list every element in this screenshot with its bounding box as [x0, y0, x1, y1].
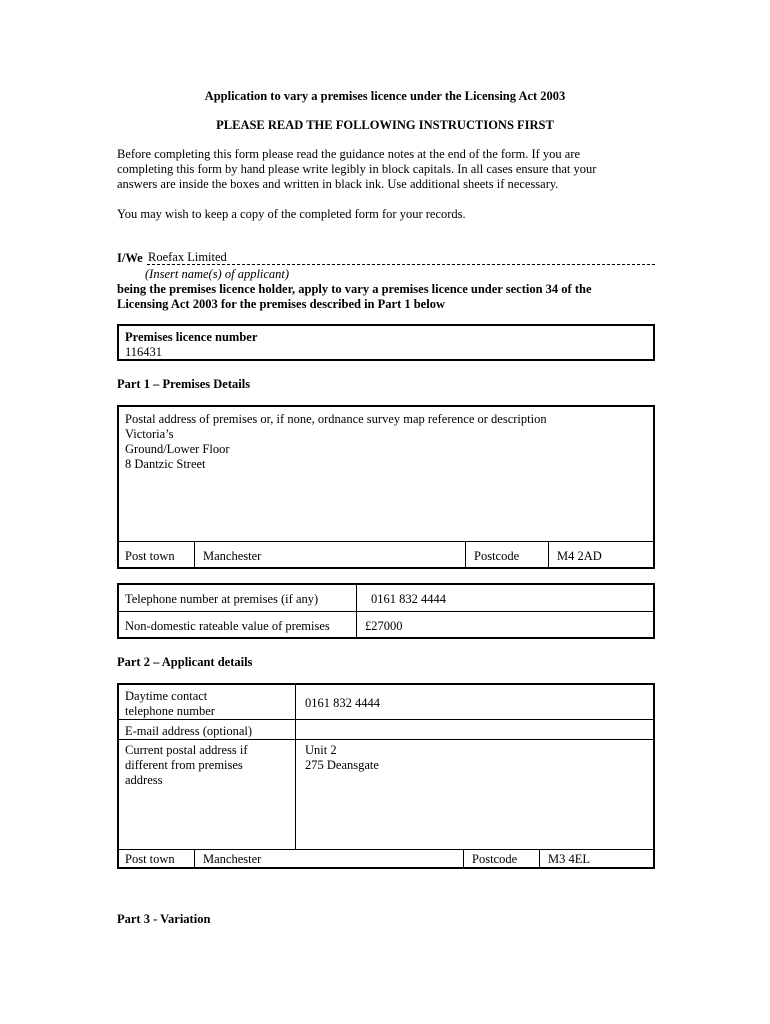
p2-post-town-divider — [194, 849, 195, 867]
applicant-name[interactable]: Roefax Limited — [148, 250, 227, 264]
p2-post-town-value[interactable]: Manchester — [203, 852, 262, 866]
premises-address-label: Postal address of premises or, if none, ordnance survey map reference or description — [125, 412, 547, 426]
telephone-value[interactable]: 0161 832 4444 — [371, 592, 446, 606]
applicant-column-divider — [295, 685, 296, 849]
licence-number-box — [117, 324, 655, 361]
postcode-label-divider — [465, 541, 466, 569]
current-address-divider — [119, 849, 653, 850]
contact-divider — [119, 611, 653, 612]
daytime-value[interactable]: 0161 832 4444 — [305, 696, 380, 710]
part1-heading: Part 1 – Premises Details — [117, 377, 251, 391]
p2-postcode-value[interactable]: M3 4EL — [548, 852, 591, 866]
p2-postcode-label-divider — [463, 849, 464, 867]
post-town-divider — [194, 541, 195, 569]
applicant-name-hint: (Insert name(s) of applicant) — [145, 267, 290, 281]
licence-number-value[interactable]: 116431 — [125, 345, 163, 359]
premises-contact-box — [117, 583, 655, 639]
rateable-value[interactable]: £27000 — [365, 619, 403, 633]
postcode-label: Postcode — [474, 549, 520, 563]
current-address-label: Current postal address if different from premises address — [125, 743, 248, 787]
applicant-name-line — [147, 264, 655, 265]
daytime-label: Daytime contact telephone number — [125, 689, 215, 718]
form-title: Application to vary a premises licence under the Licensing Act 2003 — [204, 89, 566, 103]
telephone-label: Telephone number at premises (if any) — [125, 592, 319, 606]
applicant-prefix: I/We — [117, 251, 143, 265]
licence-number-label: Premises licence number — [125, 330, 258, 344]
postcode-value[interactable]: M4 2AD — [557, 549, 602, 563]
applicant-statement: being the premises licence holder, apply to vary a premises licence under section 34 of the Licensing Act 2003 for the premises described in Part 1 below — [117, 282, 592, 311]
part3-heading: Part 3 - Variation — [117, 912, 211, 926]
keep-copy-note: You may wish to keep a copy of the completed form for your records. — [117, 207, 466, 221]
p2-post-town-label: Post town — [125, 852, 175, 866]
premises-address-value[interactable]: Victoria’s Ground/Lower Floor 8 Dantzic Street — [125, 427, 230, 471]
address-divider — [119, 541, 653, 542]
applicant-details-box — [117, 683, 655, 869]
contact-column-divider — [356, 585, 357, 637]
current-address-value[interactable]: Unit 2 275 Deansgate — [305, 743, 379, 772]
post-town-label: Post town — [125, 549, 175, 563]
email-value[interactable] — [299, 723, 649, 738]
p2-postcode-label: Postcode — [472, 852, 518, 866]
email-label: E-mail address (optional) — [125, 724, 253, 738]
p2-postcode-divider — [539, 849, 540, 867]
instructions-text: Before completing this form please read the guidance notes at the end of the form. If you are completing this form by hand please write legibly in block capitals. In all cases ensure that your answers are inside the boxes and written in black ink. Use additional sheets if necessary. — [117, 147, 597, 191]
rateable-label: Non-domestic rateable value of premises — [125, 619, 330, 633]
part2-heading: Part 2 – Applicant details — [117, 655, 253, 669]
instructions-heading: PLEASE READ THE FOLLOWING INSTRUCTIONS FIRST — [216, 118, 554, 132]
post-town-value[interactable]: Manchester — [203, 549, 262, 563]
postcode-divider — [548, 541, 549, 569]
premises-address-box — [117, 405, 655, 569]
